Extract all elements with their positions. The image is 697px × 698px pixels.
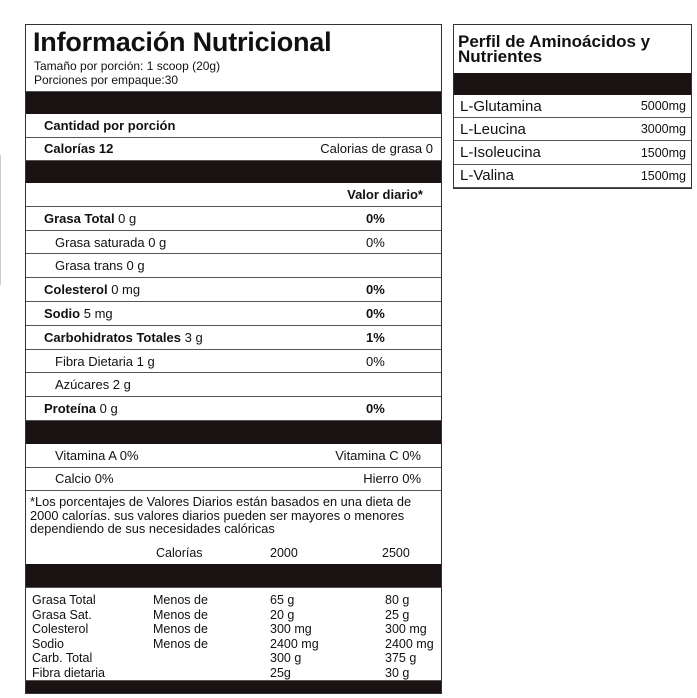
daily-value-percent: 0%	[366, 210, 385, 226]
daily-value-percent: 0%	[366, 282, 385, 298]
reference-row	[32, 622, 434, 637]
reference-cell: 300 g	[270, 651, 302, 666]
reference-cell: 65 g	[270, 593, 295, 607]
nutrient-amount: 0 g	[96, 401, 118, 417]
reference-row	[32, 593, 434, 608]
nutrient-name: Azúcares 2 g	[55, 377, 131, 393]
divider-bar	[26, 161, 441, 183]
daily-value-header-row	[26, 183, 441, 207]
reference-cell: Grasa Sat.	[32, 607, 92, 622]
reference-row	[32, 608, 434, 623]
daily-value-percent: 0%	[366, 401, 385, 417]
reference-cell: Colesterol	[32, 622, 89, 637]
vitamin-a: Vitamina A 0%	[55, 447, 139, 463]
divider-bar	[26, 681, 441, 693]
nutrient-row	[26, 374, 441, 398]
nutrient-row	[26, 302, 441, 326]
reference-cell: Menos de	[153, 593, 208, 607]
reference-row	[32, 637, 434, 652]
reference-cell: 20 g	[270, 607, 295, 622]
reference-cell: 2400 mg	[270, 636, 319, 651]
calories-label: Calorías 12	[44, 141, 114, 157]
reference-cell: 300 mg	[270, 622, 312, 637]
nutrient-name	[44, 330, 203, 345]
nutrient-name: Grasa saturada 0 g	[55, 234, 167, 250]
footnote: *Los porcentajes de Valores Diarios están basados en una dieta de 2000 calorías. sus valores diarios pueden ser mayores o menores dependiendo de sus necesidades calóricas	[30, 494, 412, 536]
serving-size: Tamaño por porción: 1 scoop (20g)	[34, 59, 221, 73]
amount-per-serving: Cantidad por porción	[44, 117, 176, 133]
ref-header-calories: Calorías	[156, 546, 203, 560]
reference-cell: 2400 mg	[385, 636, 434, 651]
amino-title: Perfil de Aminoácidos y Nutrientes	[458, 32, 651, 66]
divider-bar	[26, 564, 441, 587]
ref-header-2000: 2000	[270, 546, 298, 560]
reference-cell: 300 mg	[385, 622, 427, 637]
iron: Hierro 0%	[363, 471, 421, 487]
amino-row	[454, 95, 691, 118]
amount-per-serving-row	[26, 114, 441, 138]
nutrient-row	[26, 326, 441, 350]
divider-bar	[26, 421, 441, 444]
nutrient-label: Colesterol	[44, 282, 108, 298]
nutrient-row	[26, 397, 441, 421]
divider-bar	[454, 73, 691, 95]
reference-cell: Sodio	[32, 636, 64, 651]
reference-cell	[153, 666, 270, 681]
nutrient-label: Proteína	[44, 401, 97, 417]
daily-value-percent: 0%	[366, 353, 385, 369]
nutrient-amount: 0 g	[114, 210, 137, 226]
nutrient-name	[44, 211, 136, 226]
nutrient-row	[26, 231, 441, 255]
amino-row	[454, 165, 691, 188]
vitamin-row	[26, 468, 441, 492]
nutrition-facts-panel	[25, 24, 442, 694]
nutrition-header	[26, 25, 441, 92]
calories-from-fat: Calorias de grasa 0	[320, 141, 433, 157]
amino-value: 1500mg	[640, 145, 686, 160]
ref-header-2500: 2500	[382, 546, 410, 560]
nutrient-name	[44, 306, 113, 321]
daily-value-percent: 0%	[366, 234, 385, 250]
nutrient-label: Grasa Total	[44, 210, 115, 226]
reference-cell: Carb. Total	[32, 651, 93, 666]
nutrient-amount: 3 g	[181, 329, 203, 345]
reference-cell: Menos de	[153, 636, 208, 651]
reference-cell: 25 g	[385, 607, 410, 622]
amino-name: L-Isoleucina	[460, 144, 541, 162]
daily-value-percent: 0%	[366, 305, 385, 321]
nutrient-amount: 0 mg	[107, 282, 141, 298]
footnote-section	[26, 491, 441, 564]
amino-value: 1500mg	[640, 168, 686, 183]
amino-row	[454, 142, 691, 165]
divider-bar	[26, 92, 441, 114]
servings-per-container: Porciones por empaque:30	[34, 73, 179, 87]
nutrient-row	[26, 207, 441, 231]
amino-name: L-Leucina	[460, 120, 526, 138]
reference-cell: 80 g	[385, 593, 410, 607]
reference-row	[32, 651, 434, 666]
nutrient-label: Sodio	[44, 305, 81, 321]
amino-row	[454, 118, 691, 141]
calories-row	[26, 138, 441, 162]
daily-value-percent: 1%	[366, 329, 385, 345]
reference-cell: Grasa Total	[32, 593, 96, 607]
amino-name: L-Valina	[460, 167, 514, 185]
reference-cell: 375 g	[385, 651, 417, 666]
nutrient-name	[44, 401, 118, 416]
reference-cell: Menos de	[153, 622, 208, 637]
nutrition-title: Información Nutricional	[33, 27, 332, 57]
reference-cell: Fibra dietaria	[32, 665, 105, 680]
nutrient-name: Grasa trans 0 g	[55, 258, 145, 274]
reference-cell	[153, 651, 270, 666]
calcium: Calcio 0%	[55, 471, 114, 487]
reference-cell: Menos de	[153, 607, 208, 622]
nutrient-row	[26, 350, 441, 374]
nutrient-amount: 5 mg	[80, 305, 113, 321]
vitamin-row	[26, 444, 441, 468]
amino-value: 5000mg	[640, 99, 686, 114]
amino-value: 3000mg	[640, 122, 686, 137]
nutrient-label: Carbohidratos Totales	[44, 329, 182, 345]
edge-divider	[0, 155, 1, 285]
nutrient-name: Fibra Dietaria 1 g	[55, 353, 155, 369]
reference-row	[32, 666, 434, 681]
reference-cell: 30 g	[385, 665, 410, 680]
amino-profile-panel	[453, 24, 692, 189]
vitamin-c: Vitamina C 0%	[335, 447, 421, 463]
daily-value-header: Valor diario*	[347, 186, 423, 202]
reference-table	[26, 587, 441, 681]
reference-cell: 25g	[270, 665, 291, 680]
nutrient-row	[26, 255, 441, 279]
amino-name: L-Glutamina	[460, 97, 542, 115]
nutrient-name	[44, 282, 140, 297]
nutrient-row	[26, 278, 441, 302]
